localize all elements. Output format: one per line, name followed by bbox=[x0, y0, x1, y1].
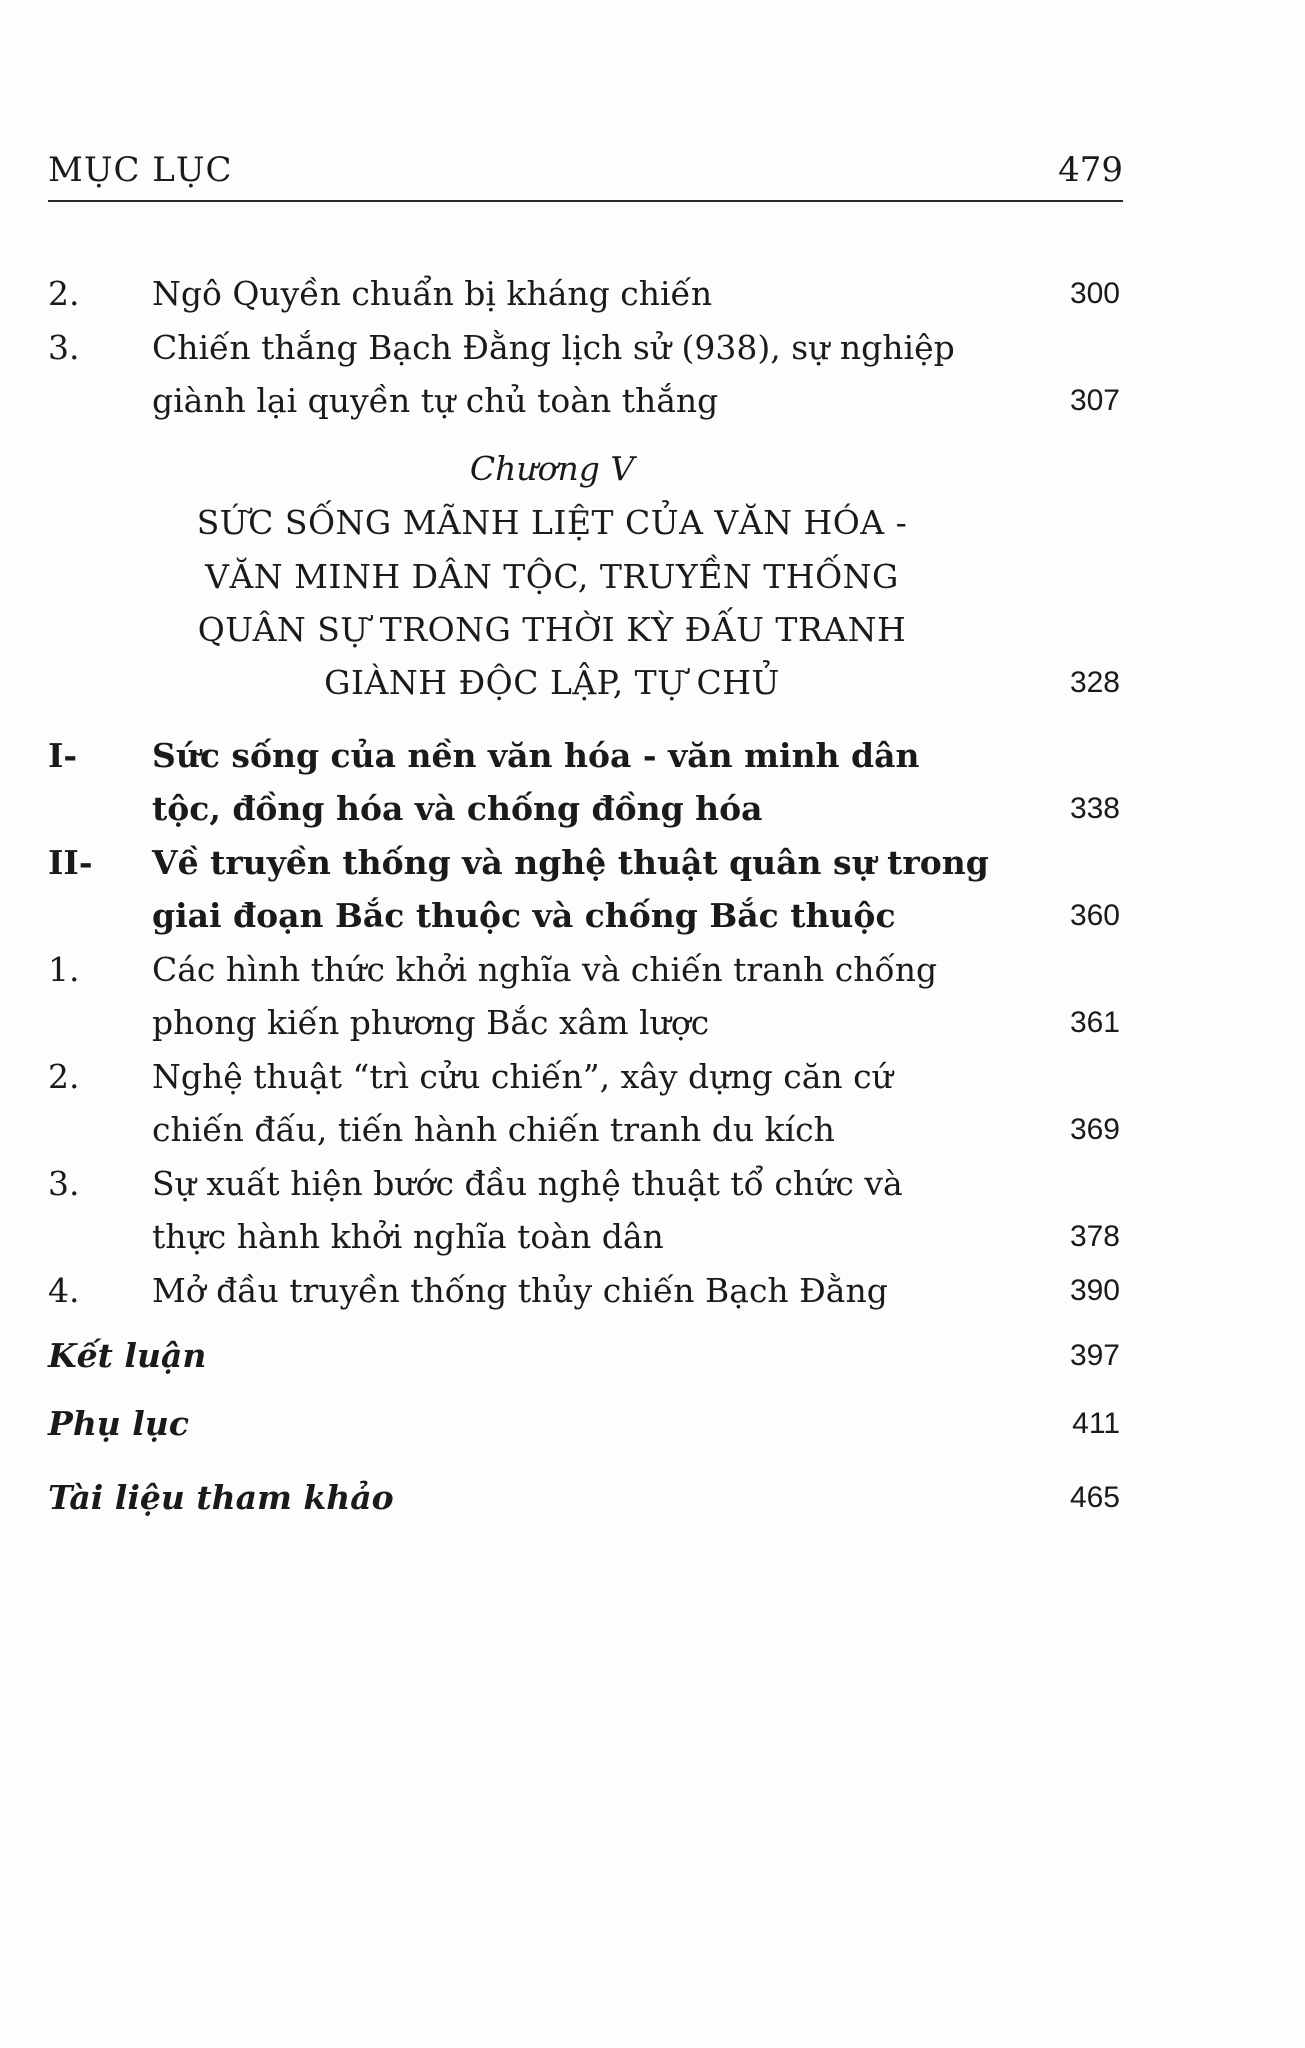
back-matter-text: Kết luận bbox=[48, 1336, 207, 1375]
section-text: Về truyền thống và nghệ thuật quân sự trong bbox=[152, 843, 989, 882]
back-matter-page: 397 bbox=[1069, 1339, 1120, 1372]
entry-text: Ngô Quyền chuẩn bị kháng chiến bbox=[152, 274, 713, 313]
chapter-label-text: Chương V bbox=[469, 449, 635, 488]
section-text: tộc, đồng hóa và chống đồng hóa bbox=[152, 789, 763, 828]
toc-entry bbox=[48, 322, 1120, 374]
subsection-page: 369 bbox=[1069, 1113, 1120, 1146]
subsection-text: Mở đầu truyền thống thủy chiến Bạch Đằng bbox=[152, 1271, 888, 1310]
section-text: Sức sống của nền văn hóa - văn minh dân bbox=[152, 736, 920, 775]
toc-section-continuation bbox=[48, 890, 1120, 942]
toc-section-continuation bbox=[48, 783, 1120, 835]
subsection-text: Nghệ thuật “trì cửu chiến”, xây dựng căn cứ bbox=[152, 1057, 893, 1096]
chapter-title-text: GIÀNH ĐỘC LẬP, TỰ CHỦ bbox=[324, 663, 780, 702]
subsection-number: 3. bbox=[48, 1164, 80, 1203]
back-matter-text: Tài liệu tham khảo bbox=[48, 1478, 394, 1517]
entry-number: 3. bbox=[48, 328, 80, 367]
toc-subsection-continuation bbox=[48, 1211, 1120, 1263]
toc-section bbox=[48, 837, 1120, 889]
header-page-number: 479 bbox=[1058, 150, 1123, 190]
subsection-page: 378 bbox=[1069, 1220, 1120, 1253]
entry-page: 300 bbox=[1069, 277, 1120, 310]
chapter-title-text: QUÂN SỰ TRONG THỜI KỲ ĐẤU TRANH bbox=[197, 610, 907, 649]
section-text: giai đoạn Bắc thuộc và chống Bắc thuộc bbox=[152, 896, 896, 935]
subsection-page: 390 bbox=[1069, 1274, 1120, 1307]
toc-subsection bbox=[48, 1051, 1120, 1103]
toc-subsection-continuation bbox=[48, 1104, 1120, 1156]
toc-entry-continuation bbox=[48, 375, 1120, 427]
subsection-number: 4. bbox=[48, 1271, 80, 1310]
page-header bbox=[48, 150, 1123, 202]
chapter-label bbox=[48, 443, 1120, 495]
subsection-page: 361 bbox=[1069, 1006, 1120, 1039]
chapter-title-text: SỨC SỐNG MÃNH LIỆT CỦA VĂN HÓA - bbox=[196, 503, 908, 542]
toc-subsection bbox=[48, 1265, 1120, 1317]
subsection-number: 2. bbox=[48, 1057, 80, 1096]
toc-subsection bbox=[48, 944, 1120, 996]
toc-entry bbox=[48, 268, 1120, 320]
section-page: 338 bbox=[1069, 792, 1120, 825]
toc-back-matter bbox=[48, 1330, 1120, 1382]
entry-text: giành lại quyền tự chủ toàn thắng bbox=[152, 381, 719, 420]
subsection-text: thực hành khởi nghĩa toàn dân bbox=[152, 1217, 664, 1256]
subsection-text: phong kiến phương Bắc xâm lược bbox=[152, 1003, 710, 1042]
subsection-number: 1. bbox=[48, 950, 80, 989]
back-matter-page: 465 bbox=[1069, 1481, 1120, 1514]
chapter-title-line bbox=[48, 604, 1120, 656]
back-matter-text: Phụ lục bbox=[48, 1404, 189, 1443]
toc-subsection-continuation bbox=[48, 997, 1120, 1049]
entry-number: 2. bbox=[48, 274, 80, 313]
subsection-text: chiến đấu, tiến hành chiến tranh du kích bbox=[152, 1110, 835, 1149]
subsection-text: Sự xuất hiện bước đầu nghệ thuật tổ chức và bbox=[152, 1164, 903, 1203]
section-number: II- bbox=[48, 843, 93, 882]
entry-text: Chiến thắng Bạch Đằng lịch sử (938), sự nghiệp bbox=[152, 328, 955, 367]
chapter-title-line bbox=[48, 657, 1120, 709]
section-number: I- bbox=[48, 736, 78, 775]
chapter-title-line bbox=[48, 497, 1120, 549]
toc-subsection bbox=[48, 1158, 1120, 1210]
chapter-title-line bbox=[48, 551, 1120, 603]
chapter-page: 328 bbox=[1069, 666, 1120, 699]
entry-page: 307 bbox=[1069, 384, 1120, 417]
header-title: MỤC LỤC bbox=[48, 150, 233, 190]
toc-back-matter bbox=[48, 1398, 1120, 1450]
back-matter-page: 411 bbox=[1072, 1407, 1120, 1440]
toc-back-matter bbox=[48, 1472, 1120, 1524]
subsection-text: Các hình thức khởi nghĩa và chiến tranh chống bbox=[152, 950, 938, 989]
toc-section bbox=[48, 730, 1120, 782]
chapter-title-text: VĂN MINH DÂN TỘC, TRUYỀN THỐNG bbox=[205, 557, 899, 596]
section-page: 360 bbox=[1069, 899, 1120, 932]
